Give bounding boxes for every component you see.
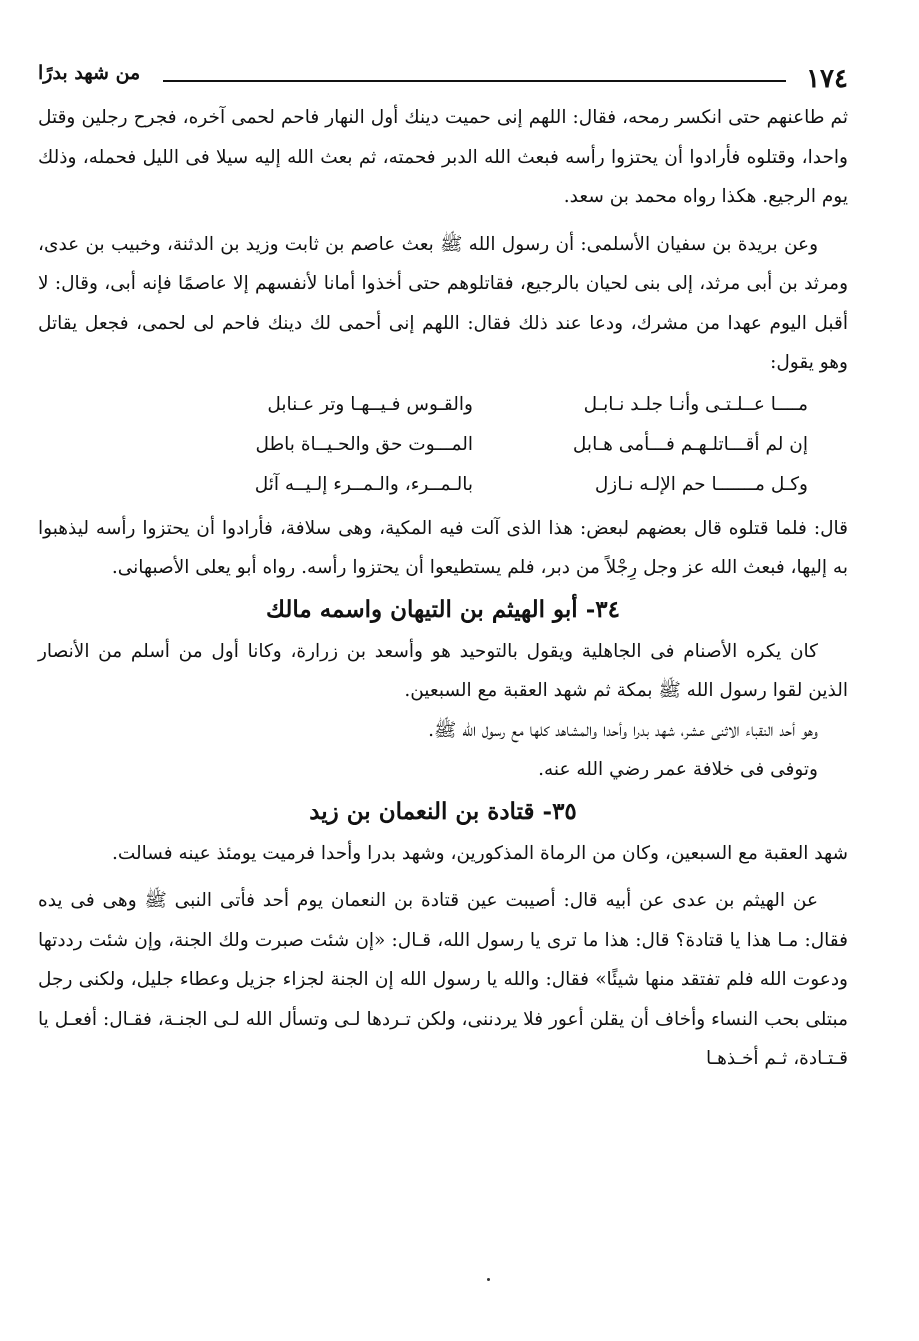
paragraph-1: ثم طاعنهم حتى انكسر رمحه، فقال: اللهم إنى حميت دينك أول النهار فاحم لحمى آخره، فجرح رجلين وقتل واحدا، وقتلوه فأرادوا أن يحتزوا رأسه فبعث الله الدبر فحمته، ثم بعث الله إليه سيلا فى الليل فحمله، وذلك يوم الرجيع. هكذا رواه محمد بن سعد.: [38, 107, 848, 207]
poem-hemistich-left: المـــوت حق والحـيــاة باطل: [255, 433, 473, 455]
paragraph-4: كان يكره الأصنام فى الجاهلية ويقول بالتوحيد هو وأسعد بن زرارة، وكانا أول من أسلم من الأنصار الذين لقوا رسول الله ﷺ بمكة ثم شهد العقبة مع السبعين.: [38, 640, 848, 701]
poem-hemistich-right: مــــا عــلـتـى وأنـا جلـد نـابـل: [583, 393, 808, 415]
poem-verse: [38, 425, 848, 465]
paragraph-8: عن الهيثم بن عدى عن أبيه قال: أصيبت عين قتادة بن النعمان يوم أحد فأتى النبى ﷺ وهى فى يده فقال: مـا هذا يا قتادة؟ قال: هذا ما ترى يا رسول الله، قـال: «إن شئت صبرت ولك الجنة، وإن شئت رددتها ودعوت الله فلم تفتقد منها شيئًا» فقال: والله يا رسول الله إن الجنة لجزاء جزيل وعطاء جليل، ولكنى رجل مبتلى بحب النساء وأخاف أن يقلن أعور فلا يردننى، ولكن تـردها لـى وتسأل الله لـى الجنـة، فقـال: أفعـل يا قـتـادة، ثـم أخـذهـا: [38, 890, 848, 1069]
paragraph-2: وعن بريدة بن سفيان الأسلمى: أن رسول الله ﷺ بعث عاصم بن ثابت وزيد بن الدثنة، وخبيب بن عدى، ومرثد بن أبى مرثد، إلى بنى لحيان بالرجيع، فقاتلوهم حتى أخذوا أمانا لأنفسهم إلا عاصمًا فإنه أبى، وقال: لا أقبل اليوم عهدا من مشرك، ودعا عند ذلك فقال: اللهم إنى أحمى لك دينك فاحم لى لحمى، فجعل يقاتل وهو يقول:: [38, 233, 848, 373]
header-rule: [163, 80, 786, 82]
poem-hemistich-right: إن لم أقـــاتلـهـم فـــأمى هـابل: [572, 433, 808, 455]
paragraph-7: شهد العقبة مع السبعين، وكان من الرماة المذكورين، وشهد بدرا وأحدا فرميت يومئذ عينه فسالت.: [111, 842, 848, 864]
page-number: ١٧٤: [806, 64, 848, 94]
section-heading-35: ٣٥- قتادة بن النعمان بن زيد: [309, 797, 577, 825]
running-title: من شهد بدرًا: [38, 62, 141, 84]
paragraph-6: وتوفى فى خلافة عمر رضي الله عنه.: [538, 759, 818, 780]
paragraph-3: قال: فلما قتلوه قال بعضهم لبعض: هذا الذى آلت فيه المكية، وهى سلافة، فأرادوا أن يحتزوا رأسه ليذهبوا به إليها، فبعث الله عز وجل رِجْلاً من دبر، فلم يستطيعوا أن يحتزوا رأسه. رواه أبو يعلى الأصبهانى.: [38, 517, 848, 578]
document-page: [38, 58, 848, 1079]
poem-hemistich-right: وكـل مـــــــا حم الإلـه نـازل: [594, 473, 808, 495]
poem-hemistich-left: بالـمــرء، والـمــرء إلـيــه آئل: [254, 473, 473, 495]
scan-speck: [487, 1278, 490, 1281]
poem: [38, 385, 848, 505]
poem-verse: [38, 385, 848, 425]
poem-verse: [38, 465, 848, 505]
paragraph-5: وهو أحد النقباء الاثنى عشر، شهد بدرا وأحدا والمشاهد كلها مع رسول الله ﷺ.: [428, 719, 818, 741]
section-heading-34: ٣٤- أبو الهيثم بن التيهان واسمه مالك: [266, 595, 620, 623]
poem-hemistich-left: والقـوس فـيــهـا وتر عـنابل: [267, 393, 473, 415]
page-header: [38, 58, 848, 98]
